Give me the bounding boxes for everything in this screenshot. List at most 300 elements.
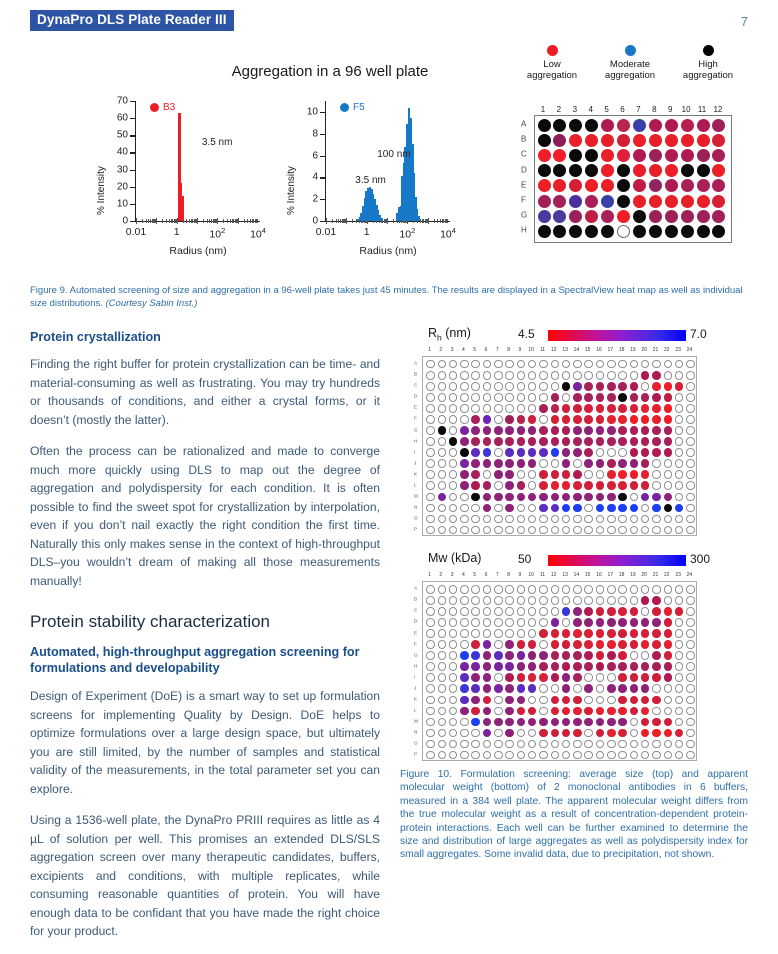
plate384-well[interactable] <box>460 640 469 649</box>
plate384-well[interactable] <box>426 526 435 535</box>
plate384-well[interactable] <box>438 640 447 649</box>
plate384-well[interactable] <box>494 707 503 716</box>
plate384-well[interactable] <box>517 470 526 479</box>
plate384-well[interactable] <box>483 696 492 705</box>
plate384-well[interactable] <box>573 382 582 391</box>
plate384-well[interactable] <box>483 718 492 727</box>
plate384-well[interactable] <box>551 481 560 490</box>
plate384-well[interactable] <box>652 740 661 749</box>
plate384-well[interactable] <box>596 684 605 693</box>
plate384-well[interactable] <box>562 371 571 380</box>
plate384-well[interactable] <box>573 751 582 760</box>
plate384-well[interactable] <box>630 526 639 535</box>
plate384-well[interactable] <box>607 751 616 760</box>
plate384-well[interactable] <box>607 729 616 738</box>
plate384-well[interactable] <box>573 481 582 490</box>
plate384-well[interactable] <box>483 651 492 660</box>
plate384-well[interactable] <box>641 640 650 649</box>
plate96-well[interactable] <box>585 149 598 162</box>
plate384-well[interactable] <box>652 629 661 638</box>
plate384-well[interactable] <box>630 459 639 468</box>
plate384-well[interactable] <box>686 729 695 738</box>
plate384-well[interactable] <box>686 526 695 535</box>
plate384-well[interactable] <box>528 459 537 468</box>
plate96-well[interactable] <box>538 119 551 132</box>
plate384-well[interactable] <box>641 393 650 402</box>
plate384-well[interactable] <box>438 607 447 616</box>
plate384-well[interactable] <box>596 673 605 682</box>
plate384-well[interactable] <box>483 707 492 716</box>
plate384-well[interactable] <box>675 526 684 535</box>
plate384-well[interactable] <box>618 729 627 738</box>
plate384-well[interactable] <box>449 718 458 727</box>
plate384-well[interactable] <box>483 448 492 457</box>
plate384-well[interactable] <box>596 481 605 490</box>
plate384-well[interactable] <box>483 515 492 524</box>
plate384-well[interactable] <box>584 651 593 660</box>
plate96-well[interactable] <box>712 119 725 132</box>
plate96-well[interactable] <box>649 225 662 238</box>
plate384-well[interactable] <box>494 393 503 402</box>
plate384-well[interactable] <box>483 751 492 760</box>
plate96-well[interactable] <box>665 225 678 238</box>
plate384-well[interactable] <box>494 696 503 705</box>
plate384-well[interactable] <box>483 481 492 490</box>
plate384-well[interactable] <box>596 426 605 435</box>
plate384-well[interactable] <box>686 437 695 446</box>
plate384-well[interactable] <box>528 585 537 594</box>
plate384-well[interactable] <box>460 629 469 638</box>
plate384-well[interactable] <box>664 696 673 705</box>
plate384-well[interactable] <box>573 493 582 502</box>
plate384-well[interactable] <box>483 459 492 468</box>
plate384-well[interactable] <box>471 504 480 513</box>
plate384-well[interactable] <box>551 585 560 594</box>
plate384-well[interactable] <box>675 729 684 738</box>
plate384-well[interactable] <box>551 415 560 424</box>
plate384-well[interactable] <box>686 651 695 660</box>
plate384-well[interactable] <box>551 662 560 671</box>
plate384-well[interactable] <box>449 448 458 457</box>
plate384-well[interactable] <box>630 393 639 402</box>
plate384-well[interactable] <box>618 684 627 693</box>
plate384-well[interactable] <box>426 684 435 693</box>
plate384-well[interactable] <box>562 393 571 402</box>
plate384-well[interactable] <box>528 481 537 490</box>
plate384-well[interactable] <box>449 526 458 535</box>
plate384-well[interactable] <box>438 382 447 391</box>
plate384-well[interactable] <box>562 596 571 605</box>
plate96-well[interactable] <box>681 149 694 162</box>
plate384-well[interactable] <box>449 437 458 446</box>
plate384-well[interactable] <box>573 526 582 535</box>
plate96-well[interactable] <box>712 210 725 223</box>
plate384-well[interactable] <box>505 707 514 716</box>
plate384-well[interactable] <box>528 740 537 749</box>
plate384-well[interactable] <box>505 481 514 490</box>
plate384-well[interactable] <box>618 360 627 369</box>
plate384-well[interactable] <box>675 640 684 649</box>
plate384-well[interactable] <box>584 673 593 682</box>
plate384-well[interactable] <box>528 393 537 402</box>
plate384-well[interactable] <box>618 740 627 749</box>
plate384-well[interactable] <box>573 470 582 479</box>
plate384-well[interactable] <box>471 459 480 468</box>
plate96-well[interactable] <box>712 195 725 208</box>
plate96-well[interactable] <box>633 149 646 162</box>
plate384-well[interactable] <box>573 585 582 594</box>
plate384-well[interactable] <box>584 437 593 446</box>
plate384-well[interactable] <box>539 618 548 627</box>
plate96-well[interactable] <box>617 134 630 147</box>
plate384-well[interactable] <box>584 607 593 616</box>
plate384-well[interactable] <box>449 459 458 468</box>
plate384-well[interactable] <box>584 662 593 671</box>
plate384-well[interactable] <box>551 426 560 435</box>
plate384-well[interactable] <box>664 651 673 660</box>
plate384-well[interactable] <box>562 618 571 627</box>
plate384-well[interactable] <box>607 437 616 446</box>
plate384-well[interactable] <box>426 415 435 424</box>
plate384-well[interactable] <box>573 618 582 627</box>
plate384-well[interactable] <box>460 360 469 369</box>
plate384-well[interactable] <box>664 360 673 369</box>
plate384-well[interactable] <box>438 585 447 594</box>
plate384-well[interactable] <box>686 607 695 616</box>
plate384-well[interactable] <box>664 526 673 535</box>
plate96-well[interactable] <box>538 164 551 177</box>
plate384-well[interactable] <box>426 493 435 502</box>
plate384-well[interactable] <box>471 404 480 413</box>
plate384-well[interactable] <box>562 404 571 413</box>
plate384-well[interactable] <box>641 459 650 468</box>
plate384-well[interactable] <box>675 751 684 760</box>
plate384-well[interactable] <box>641 426 650 435</box>
plate384-well[interactable] <box>471 515 480 524</box>
plate384-well[interactable] <box>686 371 695 380</box>
plate384-well[interactable] <box>449 751 458 760</box>
plate96-well[interactable] <box>649 134 662 147</box>
plate96-well[interactable] <box>601 179 614 192</box>
plate384-well[interactable] <box>686 448 695 457</box>
plate384-well[interactable] <box>517 360 526 369</box>
plate384-well[interactable] <box>460 707 469 716</box>
plate384-well[interactable] <box>630 607 639 616</box>
plate384-well[interactable] <box>517 707 526 716</box>
plate96-well[interactable] <box>585 225 598 238</box>
plate384-well[interactable] <box>505 729 514 738</box>
plate384-well[interactable] <box>494 415 503 424</box>
plate384-well[interactable] <box>675 481 684 490</box>
plate384-well[interactable] <box>426 426 435 435</box>
plate384-well[interactable] <box>607 470 616 479</box>
plate384-well[interactable] <box>551 371 560 380</box>
plate384-well[interactable] <box>573 371 582 380</box>
plate384-well[interactable] <box>426 640 435 649</box>
plate384-well[interactable] <box>686 515 695 524</box>
plate384-well[interactable] <box>539 585 548 594</box>
plate384-well[interactable] <box>562 360 571 369</box>
plate384-well[interactable] <box>494 729 503 738</box>
plate384-well[interactable] <box>494 629 503 638</box>
plate384-well[interactable] <box>494 371 503 380</box>
plate384-well[interactable] <box>449 371 458 380</box>
plate384-well[interactable] <box>630 360 639 369</box>
plate96-well[interactable] <box>585 119 598 132</box>
plate384-well[interactable] <box>573 696 582 705</box>
plate384-well[interactable] <box>686 662 695 671</box>
plate384-well[interactable] <box>686 360 695 369</box>
plate384-well[interactable] <box>505 382 514 391</box>
plate384-well[interactable] <box>664 404 673 413</box>
plate384-well[interactable] <box>483 585 492 594</box>
plate384-well[interactable] <box>460 515 469 524</box>
plate384-well[interactable] <box>471 470 480 479</box>
plate384-well[interactable] <box>664 607 673 616</box>
plate384-well[interactable] <box>471 651 480 660</box>
plate384-well[interactable] <box>652 481 661 490</box>
plate96-well[interactable] <box>569 195 582 208</box>
plate384-well[interactable] <box>528 596 537 605</box>
plate384-well[interactable] <box>505 426 514 435</box>
plate96-well[interactable] <box>538 134 551 147</box>
plate96-well[interactable] <box>553 149 566 162</box>
plate96-well[interactable] <box>697 149 710 162</box>
plate96-well[interactable] <box>665 119 678 132</box>
plate384-well[interactable] <box>494 618 503 627</box>
plate384-well[interactable] <box>641 371 650 380</box>
plate384-well[interactable] <box>675 596 684 605</box>
plate384-well[interactable] <box>551 448 560 457</box>
plate384-well[interactable] <box>539 504 548 513</box>
plate384-well[interactable] <box>528 618 537 627</box>
plate384-well[interactable] <box>438 651 447 660</box>
plate384-well[interactable] <box>426 696 435 705</box>
plate384-well[interactable] <box>630 596 639 605</box>
plate384-well[interactable] <box>652 684 661 693</box>
plate384-well[interactable] <box>471 596 480 605</box>
plate384-well[interactable] <box>686 393 695 402</box>
plate384-well[interactable] <box>652 393 661 402</box>
plate384-well[interactable] <box>517 751 526 760</box>
plate384-well[interactable] <box>675 437 684 446</box>
plate384-well[interactable] <box>449 426 458 435</box>
plate384-well[interactable] <box>562 696 571 705</box>
plate384-well[interactable] <box>630 371 639 380</box>
plate384-well[interactable] <box>652 504 661 513</box>
plate384-well[interactable] <box>584 585 593 594</box>
plate384-well[interactable] <box>664 470 673 479</box>
plate384-well[interactable] <box>686 585 695 594</box>
plate384-well[interactable] <box>584 371 593 380</box>
plate384-well[interactable] <box>460 448 469 457</box>
plate384-well[interactable] <box>686 640 695 649</box>
plate384-well[interactable] <box>449 707 458 716</box>
plate384-well[interactable] <box>652 729 661 738</box>
plate384-well[interactable] <box>505 526 514 535</box>
plate96-well[interactable] <box>617 195 630 208</box>
plate96-well[interactable] <box>633 119 646 132</box>
plate384-well[interactable] <box>539 526 548 535</box>
plate384-well[interactable] <box>426 718 435 727</box>
plate384-well[interactable] <box>630 629 639 638</box>
plate384-well[interactable] <box>483 618 492 627</box>
plate384-well[interactable] <box>551 651 560 660</box>
plate384-well[interactable] <box>618 629 627 638</box>
plate384-well[interactable] <box>562 526 571 535</box>
plate384-well[interactable] <box>528 684 537 693</box>
plate384-well[interactable] <box>675 629 684 638</box>
plate96-well[interactable] <box>538 179 551 192</box>
plate384-well[interactable] <box>517 651 526 660</box>
plate384-well[interactable] <box>675 448 684 457</box>
plate384-well[interactable] <box>652 437 661 446</box>
plate384-well[interactable] <box>664 618 673 627</box>
plate384-well[interactable] <box>607 448 616 457</box>
plate384-well[interactable] <box>505 459 514 468</box>
plate384-well[interactable] <box>483 382 492 391</box>
plate384-well[interactable] <box>539 751 548 760</box>
plate384-well[interactable] <box>426 404 435 413</box>
plate384-well[interactable] <box>584 707 593 716</box>
plate384-well[interactable] <box>528 662 537 671</box>
plate384-well[interactable] <box>596 448 605 457</box>
plate384-well[interactable] <box>641 470 650 479</box>
plate384-well[interactable] <box>573 640 582 649</box>
plate384-well[interactable] <box>438 393 447 402</box>
plate384-well[interactable] <box>505 393 514 402</box>
plate384-well[interactable] <box>664 382 673 391</box>
plate384-well[interactable] <box>517 740 526 749</box>
plate384-well[interactable] <box>596 696 605 705</box>
plate384-well[interactable] <box>686 493 695 502</box>
plate384-well[interactable] <box>426 729 435 738</box>
plate384-well[interactable] <box>618 415 627 424</box>
plate384-well[interactable] <box>618 585 627 594</box>
plate384-well[interactable] <box>664 504 673 513</box>
plate384-well[interactable] <box>460 729 469 738</box>
plate384-well[interactable] <box>596 515 605 524</box>
plate96-well[interactable] <box>617 119 630 132</box>
plate384-well[interactable] <box>528 718 537 727</box>
plate384-well[interactable] <box>528 493 537 502</box>
plate384-well[interactable] <box>483 673 492 682</box>
plate384-well[interactable] <box>505 415 514 424</box>
plate384-well[interactable] <box>494 585 503 594</box>
plate96-well[interactable] <box>712 134 725 147</box>
plate96-well[interactable] <box>538 225 551 238</box>
plate384-well[interactable] <box>539 718 548 727</box>
plate384-well[interactable] <box>449 515 458 524</box>
plate384-well[interactable] <box>618 504 627 513</box>
plate384-well[interactable] <box>460 371 469 380</box>
plate384-well[interactable] <box>494 382 503 391</box>
plate384-well[interactable] <box>505 673 514 682</box>
plate384-well[interactable] <box>460 382 469 391</box>
plate384-well[interactable] <box>483 729 492 738</box>
plate384-well[interactable] <box>505 629 514 638</box>
plate384-well[interactable] <box>483 504 492 513</box>
plate384-well[interactable] <box>664 684 673 693</box>
plate384-well[interactable] <box>562 459 571 468</box>
plate384-well[interactable] <box>573 504 582 513</box>
plate384-well[interactable] <box>630 448 639 457</box>
plate384-well[interactable] <box>675 515 684 524</box>
plate384-well[interactable] <box>675 673 684 682</box>
plate384-well[interactable] <box>494 448 503 457</box>
plate384-well[interactable] <box>517 404 526 413</box>
plate384-well[interactable] <box>562 415 571 424</box>
plate96-well[interactable] <box>649 179 662 192</box>
plate96-well[interactable] <box>681 134 694 147</box>
plate96-well[interactable] <box>553 164 566 177</box>
plate384-well[interactable] <box>539 415 548 424</box>
plate384-well[interactable] <box>449 585 458 594</box>
plate384-well[interactable] <box>460 426 469 435</box>
plate384-well[interactable] <box>471 607 480 616</box>
plate384-well[interactable] <box>562 493 571 502</box>
plate384-well[interactable] <box>562 751 571 760</box>
plate384-well[interactable] <box>483 607 492 616</box>
plate384-well[interactable] <box>449 740 458 749</box>
plate384-well[interactable] <box>652 640 661 649</box>
plate384-well[interactable] <box>652 696 661 705</box>
plate384-well[interactable] <box>607 371 616 380</box>
plate96-well[interactable] <box>569 210 582 223</box>
plate384-well[interactable] <box>460 493 469 502</box>
plate384-well[interactable] <box>596 751 605 760</box>
plate384-well[interactable] <box>562 515 571 524</box>
plate384-well[interactable] <box>607 393 616 402</box>
plate384-well[interactable] <box>528 360 537 369</box>
plate384-well[interactable] <box>596 393 605 402</box>
plate384-well[interactable] <box>664 596 673 605</box>
plate384-well[interactable] <box>528 382 537 391</box>
plate384-well[interactable] <box>573 684 582 693</box>
plate384-well[interactable] <box>449 629 458 638</box>
plate384-well[interactable] <box>618 662 627 671</box>
plate384-well[interactable] <box>630 651 639 660</box>
plate384-well[interactable] <box>494 493 503 502</box>
plate384-well[interactable] <box>641 751 650 760</box>
plate384-well[interactable] <box>494 740 503 749</box>
plate384-well[interactable] <box>551 607 560 616</box>
plate384-well[interactable] <box>641 607 650 616</box>
plate384-well[interactable] <box>607 504 616 513</box>
plate384-well[interactable] <box>652 596 661 605</box>
plate384-well[interactable] <box>584 360 593 369</box>
plate384-well[interactable] <box>641 382 650 391</box>
plate384-well[interactable] <box>641 437 650 446</box>
plate96-well[interactable] <box>569 164 582 177</box>
plate384-well[interactable] <box>483 493 492 502</box>
plate384-well[interactable] <box>528 607 537 616</box>
plate384-well[interactable] <box>664 662 673 671</box>
plate384-well[interactable] <box>505 371 514 380</box>
plate384-well[interactable] <box>584 618 593 627</box>
plate384-well[interactable] <box>483 393 492 402</box>
plate96-well[interactable] <box>553 179 566 192</box>
plate384-well[interactable] <box>686 707 695 716</box>
plate384-well[interactable] <box>539 470 548 479</box>
plate384-well[interactable] <box>438 371 447 380</box>
plate96-well[interactable] <box>585 134 598 147</box>
plate384-well[interactable] <box>641 673 650 682</box>
plate384-well[interactable] <box>573 426 582 435</box>
plate384-well[interactable] <box>483 640 492 649</box>
plate384-well[interactable] <box>652 673 661 682</box>
plate384-well[interactable] <box>426 459 435 468</box>
